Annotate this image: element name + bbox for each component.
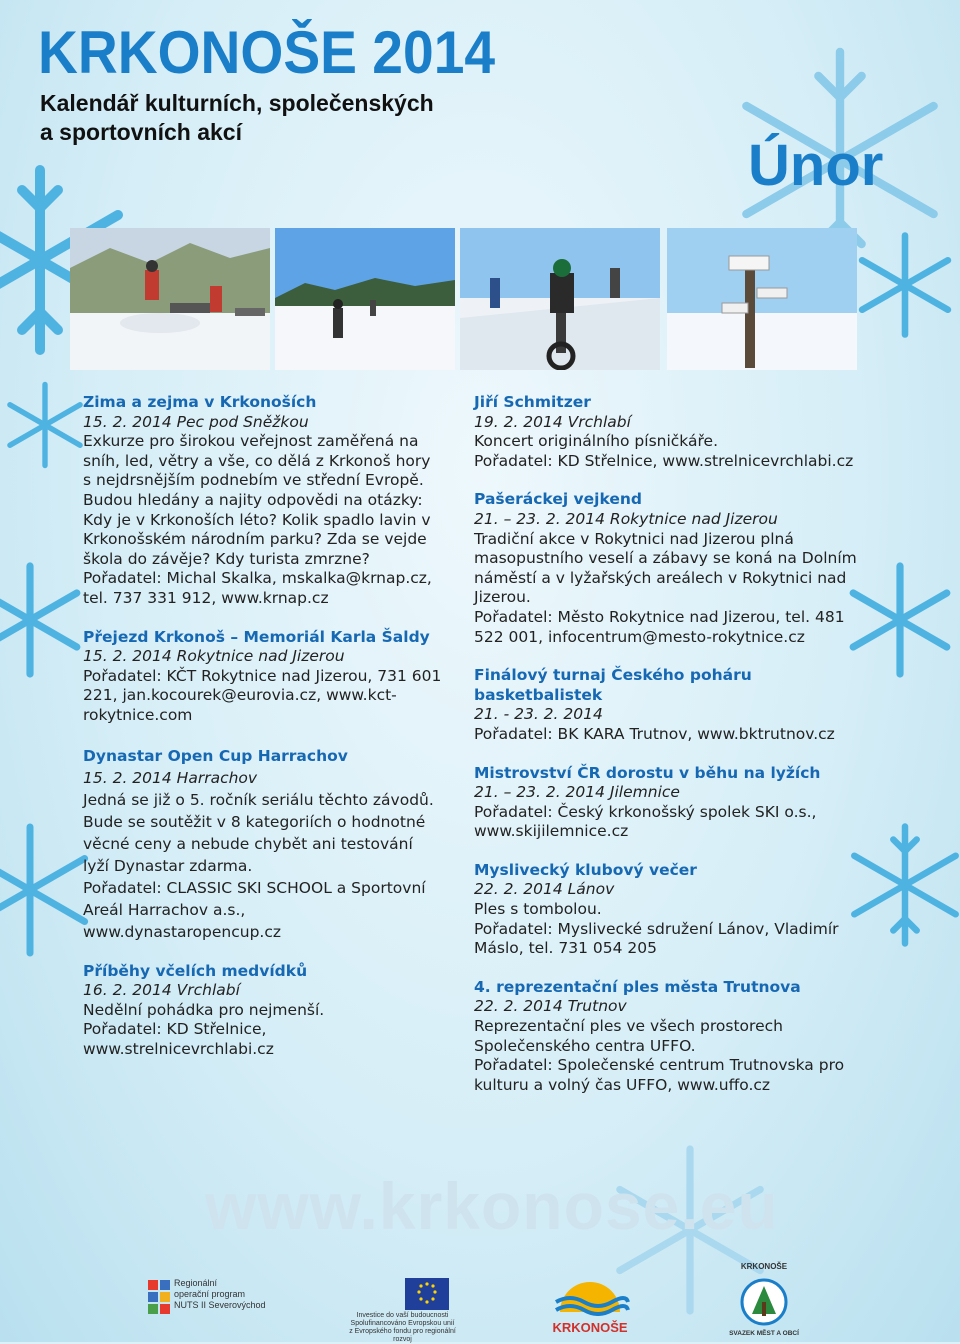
svazek-emblem-icon [724, 1262, 804, 1340]
event-date: 21. - 23. 2. 2014 [474, 705, 603, 724]
event-title: Příběhy včelích medvídků [83, 961, 308, 980]
event-description: Exkurze pro širokou veřejnost zaměřená na sníh, led, větry a vše, co dělá z Krkonoš hory s nejdrsnějším podnebím ve střední Evropě. Budou hledány a najity odpovědi na otázky: Kdy je v Krkonoších léto? Kolik spadlo lavin v Krkonošském národním parku? Zda se vejde škola do závěje? Kdy turista zmrzne? [83, 432, 431, 568]
event-date: 19. 2. 2014 Vrchlabí [474, 412, 631, 431]
page-title: KRKONOŠE 2014 [38, 19, 496, 86]
event-organizer: Pořadatel: Český krkonošský spolek SKI o.s., www.skijilemnice.cz [474, 802, 817, 841]
event-ples-trutnov [474, 978, 869, 1096]
svazek-top-text: KRKONOŠE [740, 1262, 788, 1271]
event-organizer: Pořadatel: CLASSIC SKI SCHOOL a Sportovní Areál Harrachov a.s., www.dynastaropencup.cz [83, 878, 426, 941]
svazek-bottom-text: SVAZEK MĚST A OBCÍ [729, 1330, 799, 1337]
event-description: Tradiční akce v Rokytnici nad Jizerou plná masopustního veselí a zábavy se koná na Dolním náměstí a v lyžařských areálech v Rokytnici nad Jizerou. [474, 529, 857, 607]
logo-krkonose [545, 1272, 635, 1338]
eu-text: Investice do vaší budoucnosti [356, 1312, 449, 1319]
event-date: 21. – 23. 2. 2014 Rokytnice nad Jizerou [474, 509, 778, 528]
photo-motorbike [460, 228, 660, 370]
event-date: 21. – 23. 2. 2014 Jilemnice [474, 783, 680, 802]
event-date: 15. 2. 2014 Rokytnice nad Jizerou [83, 647, 345, 666]
event-organizer: Pořadatel: Společenské centrum Trutnovska pro kulturu a volný čas UFFO, www.uffo.cz [474, 1056, 845, 1094]
subtitle-line: Kalendář kulturních, společenských [40, 90, 434, 116]
event-description: Reprezentační ples ve všech prostorech Společenského centra UFFO. [474, 1017, 783, 1055]
eu-text: z Evropského fondu pro regionální rozvoj [349, 1328, 456, 1343]
event-date: 22. 2. 2014 Trutnov [474, 997, 627, 1016]
event-myslivecky [474, 861, 869, 959]
event-mistrovstvi [474, 764, 869, 842]
photo-skiers [275, 228, 455, 370]
photo-dogsled [70, 228, 270, 370]
event-medvidci [83, 962, 443, 1060]
events-left-column [83, 393, 443, 1078]
event-description: Koncert originálního písničkáře. [474, 432, 719, 451]
event-basketbal [474, 666, 869, 744]
event-title: Mistrovství ČR dorostu v běhu na lyžích [474, 763, 821, 782]
eu-flag-icon [405, 1278, 449, 1310]
event-title: 4. reprezentační ples města Trutnova [474, 977, 801, 996]
event-date: 16. 2. 2014 Vrchlabí [83, 981, 240, 1000]
event-zima [83, 393, 443, 609]
event-title: Pašeráckej vejkend [474, 490, 643, 509]
subtitle-line: a sportovních akcí [40, 119, 242, 145]
events-right-column [474, 393, 869, 1114]
event-organizer: Pořadatel: KD Střelnice, www.strelnicevrchlabi.cz [474, 451, 854, 470]
event-organizer: Pořadatel: KČT Rokytnice nad Jizerou, 731 601 221, jan.kocourek@eurovia.cz, www.kct-rokytnice.com [83, 666, 442, 724]
event-date: 15. 2. 2014 Pec pod Sněžkou [83, 412, 309, 431]
event-organizer: Pořadatel: Město Rokytnice nad Jizerou, tel. 481 522 001, infocentrum@mesto-rokytnice.cz [474, 607, 845, 646]
event-organizer: Pořadatel: Myslivecké sdružení Lánov, Vladimír Máslo, tel. 731 054 205 [474, 919, 839, 958]
krkonose-logo-text: KRKONOŠE [552, 1320, 628, 1335]
krkonose-sun-icon [550, 1272, 630, 1316]
event-organizer: Pořadatel: BK KARA Trutnov, www.bktrutnov.cz [474, 724, 835, 743]
eu-text: Spolufinancováno Evropskou unií [350, 1320, 455, 1327]
photo-signpost [667, 228, 857, 370]
snowflake-icon [0, 380, 90, 470]
event-date: 15. 2. 2014 Harrachov [83, 768, 258, 787]
event-organizer: Pořadatel: KD Střelnice, www.strelnicevrchlabi.cz [83, 1020, 274, 1058]
event-date: 22. 2. 2014 Lánov [474, 880, 615, 899]
event-title: Myslivecký klubový večer [474, 860, 697, 879]
logo-rop [148, 1278, 288, 1328]
event-title: Dynastar Open Cup Harrachov [83, 746, 348, 765]
snowflake-icon [0, 560, 90, 680]
event-organizer: Pořadatel: Michal Skalka, mskalka@krnap.cz, tel. 737 331 912, www.krnap.cz [83, 569, 432, 607]
event-title: Finálový turnaj Českého poháru basketbalistek [474, 666, 752, 704]
snowflake-icon [850, 230, 960, 340]
footer-url[interactable]: www.krkonose.eu [205, 1169, 779, 1243]
month-heading: Únor [748, 133, 884, 198]
event-title: Zima a zejma v Krkonoších [83, 393, 317, 411]
rop-text: operační program [174, 1289, 246, 1299]
event-description: Ples s tombolou. [474, 900, 602, 919]
rop-emblem-icon [148, 1280, 170, 1320]
event-prejezd [83, 628, 443, 726]
page-subtitle [40, 89, 434, 147]
event-paseracky [474, 490, 869, 647]
rop-text: Regionální [174, 1278, 218, 1288]
logo-eu [345, 1278, 460, 1343]
logo-svazek [724, 1262, 804, 1340]
event-schmitzer [474, 393, 869, 471]
event-description: Jedná se již o 5. ročník seriálu těchto závodů. Bude se soutěžit v 8 kategoriích o hodnotné věcné ceny a nebude chybět ani testování lyží Dynastar zdarma. [83, 790, 434, 875]
event-title: Jiří Schmitzer [474, 393, 591, 411]
rop-text: NUTS II Severovýchod [174, 1300, 266, 1310]
event-title: Přejezd Krkonoš – Memoriál Karla Šaldy [83, 627, 430, 646]
event-description: Nedělní pohádka pro nejmenší. [83, 1000, 325, 1019]
event-dynastar [83, 745, 443, 943]
